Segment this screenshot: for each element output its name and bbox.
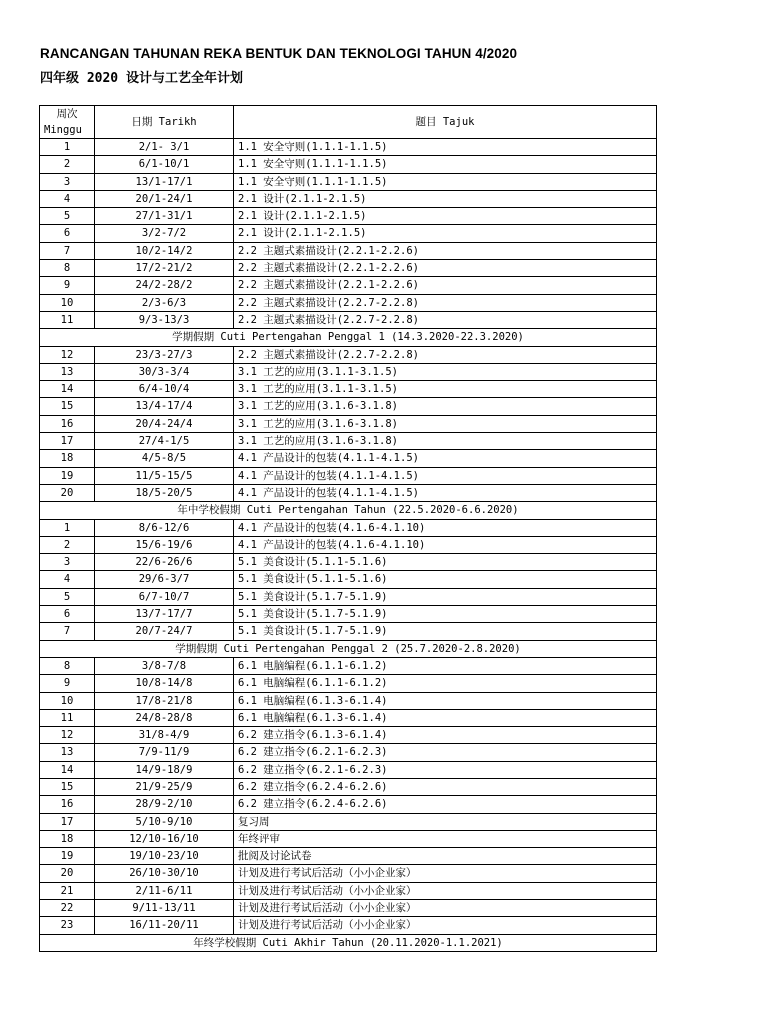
table-row: [40, 744, 657, 761]
date-cell: 11/5-15/5: [95, 467, 234, 484]
week-number-cell: 2: [40, 536, 95, 553]
table-row: [40, 484, 657, 501]
topic-cell: 2.1 设计(2.1.1-2.1.5): [234, 225, 657, 242]
topic-cell: 6.2 建立指令(6.2.1-6.2.3): [234, 761, 657, 778]
date-cell: 2/1- 3/1: [95, 139, 234, 156]
date-cell: 5/10-9/10: [95, 813, 234, 830]
date-cell: 26/10-30/10: [95, 865, 234, 882]
date-cell: 6/4-10/4: [95, 381, 234, 398]
table-row: [40, 294, 657, 311]
topic-cell: 3.1 工艺的应用(3.1.1-3.1.5): [234, 381, 657, 398]
date-cell: 21/9-25/9: [95, 778, 234, 795]
topic-cell: 3.1 工艺的应用(3.1.6-3.1.8): [234, 433, 657, 450]
week-number-cell: 4: [40, 190, 95, 207]
header-topic: 题目 Tajuk: [234, 106, 657, 139]
topic-cell: 2.2 主题式素描设计(2.2.1-2.2.6): [234, 277, 657, 294]
date-cell: 13/1-17/1: [95, 173, 234, 190]
week-number-cell: 2: [40, 156, 95, 173]
week-number-cell: 12: [40, 727, 95, 744]
holiday-row: [40, 934, 657, 951]
week-number-cell: 3: [40, 554, 95, 571]
topic-cell: 1.1 安全守则(1.1.1-1.1.5): [234, 139, 657, 156]
topic-cell: 4.1 产品设计的包装(4.1.1-4.1.5): [234, 484, 657, 501]
holiday-label: 学期假期 Cuti Pertengahan Penggal 2 (25.7.2020-2.8.2020): [40, 640, 657, 657]
table-row: [40, 692, 657, 709]
week-number-cell: 11: [40, 311, 95, 328]
week-number-cell: 7: [40, 242, 95, 259]
table-row: [40, 139, 657, 156]
table-row: [40, 415, 657, 432]
topic-cell: 1.1 安全守则(1.1.1-1.1.5): [234, 173, 657, 190]
holiday-row: [40, 329, 657, 346]
week-number-cell: 23: [40, 917, 95, 934]
date-cell: 16/11-20/11: [95, 917, 234, 934]
date-cell: 29/6-3/7: [95, 571, 234, 588]
topic-cell: 计划及进行考试后活动（小小企业家）: [234, 865, 657, 882]
topic-cell: 2.2 主题式素描设计(2.2.1-2.2.6): [234, 242, 657, 259]
topic-cell: 6.1 电脑编程(6.1.1-6.1.2): [234, 657, 657, 674]
date-cell: 17/2-21/2: [95, 260, 234, 277]
table-row: [40, 536, 657, 553]
week-number-cell: 16: [40, 415, 95, 432]
week-number-cell: 9: [40, 277, 95, 294]
topic-cell: 3.1 工艺的应用(3.1.1-3.1.5): [234, 363, 657, 380]
table-row: [40, 623, 657, 640]
date-cell: 24/2-28/2: [95, 277, 234, 294]
week-number-cell: 13: [40, 744, 95, 761]
week-number-cell: 16: [40, 796, 95, 813]
week-number-cell: 22: [40, 900, 95, 917]
topic-cell: 1.1 安全守则(1.1.1-1.1.5): [234, 156, 657, 173]
week-number-cell: 1: [40, 139, 95, 156]
date-cell: 23/3-27/3: [95, 346, 234, 363]
table-row: [40, 519, 657, 536]
week-number-cell: 21: [40, 882, 95, 899]
table-row: [40, 467, 657, 484]
table-row: [40, 865, 657, 882]
date-cell: 10/2-14/2: [95, 242, 234, 259]
table-row: [40, 381, 657, 398]
week-number-cell: 13: [40, 363, 95, 380]
table-row: [40, 761, 657, 778]
table-row: [40, 830, 657, 847]
topic-cell: 6.2 建立指令(6.2.4-6.2.6): [234, 796, 657, 813]
topic-cell: 6.1 电脑编程(6.1.1-6.1.2): [234, 675, 657, 692]
header-date: 日期 Tarikh: [95, 106, 234, 139]
table-row: [40, 277, 657, 294]
topic-cell: 批阅及讨论试卷: [234, 848, 657, 865]
date-cell: 27/1-31/1: [95, 208, 234, 225]
table-row: [40, 311, 657, 328]
date-cell: 2/11-6/11: [95, 882, 234, 899]
date-cell: 4/5-8/5: [95, 450, 234, 467]
date-cell: 12/10-16/10: [95, 830, 234, 847]
table-row: [40, 190, 657, 207]
date-cell: 31/8-4/9: [95, 727, 234, 744]
topic-cell: 2.1 设计(2.1.1-2.1.5): [234, 208, 657, 225]
date-cell: 6/7-10/7: [95, 588, 234, 605]
topic-cell: 6.2 建立指令(6.2.4-6.2.6): [234, 778, 657, 795]
date-cell: 18/5-20/5: [95, 484, 234, 501]
topic-cell: 计划及进行考试后活动（小小企业家）: [234, 917, 657, 934]
week-number-cell: 11: [40, 709, 95, 726]
week-number-cell: 6: [40, 606, 95, 623]
table-row: [40, 900, 657, 917]
week-number-cell: 8: [40, 657, 95, 674]
holiday-row: [40, 640, 657, 657]
topic-cell: 计划及进行考试后活动（小小企业家）: [234, 900, 657, 917]
table-row: [40, 813, 657, 830]
week-number-cell: 20: [40, 484, 95, 501]
date-cell: 3/2-7/2: [95, 225, 234, 242]
table-row: [40, 346, 657, 363]
topic-cell: 6.1 电脑编程(6.1.3-6.1.4): [234, 692, 657, 709]
topic-cell: 6.2 建立指令(6.1.3-6.1.4): [234, 727, 657, 744]
week-number-cell: 6: [40, 225, 95, 242]
date-cell: 6/1-10/1: [95, 156, 234, 173]
table-row: [40, 433, 657, 450]
date-cell: 20/7-24/7: [95, 623, 234, 640]
date-cell: 17/8-21/8: [95, 692, 234, 709]
table-body: [40, 139, 657, 952]
annual-plan-table: [39, 105, 657, 952]
date-cell: 10/8-14/8: [95, 675, 234, 692]
holiday-label: 年终学校假期 Cuti Akhir Tahun (20.11.2020-1.1.2021): [40, 934, 657, 951]
table-row: [40, 588, 657, 605]
topic-cell: 5.1 美食设计(5.1.1-5.1.6): [234, 554, 657, 571]
table-row: [40, 796, 657, 813]
header-week-zh: 周次: [56, 108, 78, 120]
header-week: [40, 106, 95, 139]
date-cell: 15/6-19/6: [95, 536, 234, 553]
table-row: [40, 848, 657, 865]
table-row: [40, 156, 657, 173]
date-cell: 28/9-2/10: [95, 796, 234, 813]
week-number-cell: 5: [40, 588, 95, 605]
date-cell: 9/11-13/11: [95, 900, 234, 917]
date-cell: 30/3-3/4: [95, 363, 234, 380]
date-cell: 20/4-24/4: [95, 415, 234, 432]
topic-cell: 4.1 产品设计的包装(4.1.1-4.1.5): [234, 450, 657, 467]
table-row: [40, 225, 657, 242]
table-row: [40, 882, 657, 899]
table-row: [40, 260, 657, 277]
week-number-cell: 19: [40, 848, 95, 865]
document-title-malay: RANCANGAN TAHUNAN REKA BENTUK DAN TEKNOLOGI TAHUN 4/2020: [40, 46, 518, 61]
table-row: [40, 606, 657, 623]
week-number-cell: 18: [40, 450, 95, 467]
topic-cell: 3.1 工艺的应用(3.1.6-3.1.8): [234, 398, 657, 415]
holiday-label: 学期假期 Cuti Pertengahan Penggal 1 (14.3.2020-22.3.2020): [40, 329, 657, 346]
header-week-ms: Minggu: [44, 124, 82, 136]
topic-cell: 5.1 美食设计(5.1.7-5.1.9): [234, 623, 657, 640]
date-cell: 8/6-12/6: [95, 519, 234, 536]
topic-cell: 3.1 工艺的应用(3.1.6-3.1.8): [234, 415, 657, 432]
date-cell: 9/3-13/3: [95, 311, 234, 328]
week-number-cell: 12: [40, 346, 95, 363]
topic-cell: 6.2 建立指令(6.2.1-6.2.3): [234, 744, 657, 761]
week-number-cell: 15: [40, 778, 95, 795]
date-cell: 14/9-18/9: [95, 761, 234, 778]
date-cell: 13/7-17/7: [95, 606, 234, 623]
week-number-cell: 8: [40, 260, 95, 277]
topic-cell: 6.1 电脑编程(6.1.3-6.1.4): [234, 709, 657, 726]
table-row: [40, 657, 657, 674]
topic-cell: 2.2 主题式素描设计(2.2.1-2.2.6): [234, 260, 657, 277]
topic-cell: 5.1 美食设计(5.1.1-5.1.6): [234, 571, 657, 588]
topic-cell: 2.2 主题式素描设计(2.2.7-2.2.8): [234, 294, 657, 311]
table-row: [40, 709, 657, 726]
table-row: [40, 208, 657, 225]
topic-cell: 2.2 主题式素描设计(2.2.7-2.2.8): [234, 346, 657, 363]
topic-cell: 5.1 美食设计(5.1.7-5.1.9): [234, 588, 657, 605]
table-row: [40, 398, 657, 415]
topic-cell: 4.1 产品设计的包装(4.1.1-4.1.5): [234, 467, 657, 484]
date-cell: 3/8-7/8: [95, 657, 234, 674]
week-number-cell: 9: [40, 675, 95, 692]
week-number-cell: 14: [40, 381, 95, 398]
week-number-cell: 10: [40, 294, 95, 311]
topic-cell: 复习周: [234, 813, 657, 830]
document-title-chinese: 四年级 2020 设计与工艺全年计划: [40, 71, 243, 86]
week-number-cell: 14: [40, 761, 95, 778]
week-number-cell: 5: [40, 208, 95, 225]
holiday-row: [40, 502, 657, 519]
week-number-cell: 4: [40, 571, 95, 588]
date-cell: 13/4-17/4: [95, 398, 234, 415]
table-row: [40, 778, 657, 795]
week-number-cell: 1: [40, 519, 95, 536]
date-cell: 20/1-24/1: [95, 190, 234, 207]
date-cell: 7/9-11/9: [95, 744, 234, 761]
week-number-cell: 10: [40, 692, 95, 709]
week-number-cell: 17: [40, 433, 95, 450]
date-cell: 22/6-26/6: [95, 554, 234, 571]
date-cell: 19/10-23/10: [95, 848, 234, 865]
table-header-row: [40, 106, 657, 139]
week-number-cell: 18: [40, 830, 95, 847]
topic-cell: 年终评审: [234, 830, 657, 847]
table-row: [40, 571, 657, 588]
table-row: [40, 675, 657, 692]
topic-cell: 4.1 产品设计的包装(4.1.6-4.1.10): [234, 536, 657, 553]
topic-cell: 4.1 产品设计的包装(4.1.6-4.1.10): [234, 519, 657, 536]
topic-cell: 5.1 美食设计(5.1.7-5.1.9): [234, 606, 657, 623]
date-cell: 2/3-6/3: [95, 294, 234, 311]
table-row: [40, 242, 657, 259]
holiday-label: 年中学校假期 Cuti Pertengahan Tahun (22.5.2020-6.6.2020): [40, 502, 657, 519]
week-number-cell: 7: [40, 623, 95, 640]
table-row: [40, 554, 657, 571]
table-row: [40, 173, 657, 190]
topic-cell: 2.1 设计(2.1.1-2.1.5): [234, 190, 657, 207]
table-row: [40, 917, 657, 934]
week-number-cell: 19: [40, 467, 95, 484]
topic-cell: 2.2 主题式素描设计(2.2.7-2.2.8): [234, 311, 657, 328]
week-number-cell: 3: [40, 173, 95, 190]
table-row: [40, 363, 657, 380]
date-cell: 24/8-28/8: [95, 709, 234, 726]
table-row: [40, 450, 657, 467]
table-row: [40, 727, 657, 744]
week-number-cell: 20: [40, 865, 95, 882]
week-number-cell: 17: [40, 813, 95, 830]
date-cell: 27/4-1/5: [95, 433, 234, 450]
topic-cell: 计划及进行考试后活动（小小企业家）: [234, 882, 657, 899]
week-number-cell: 15: [40, 398, 95, 415]
